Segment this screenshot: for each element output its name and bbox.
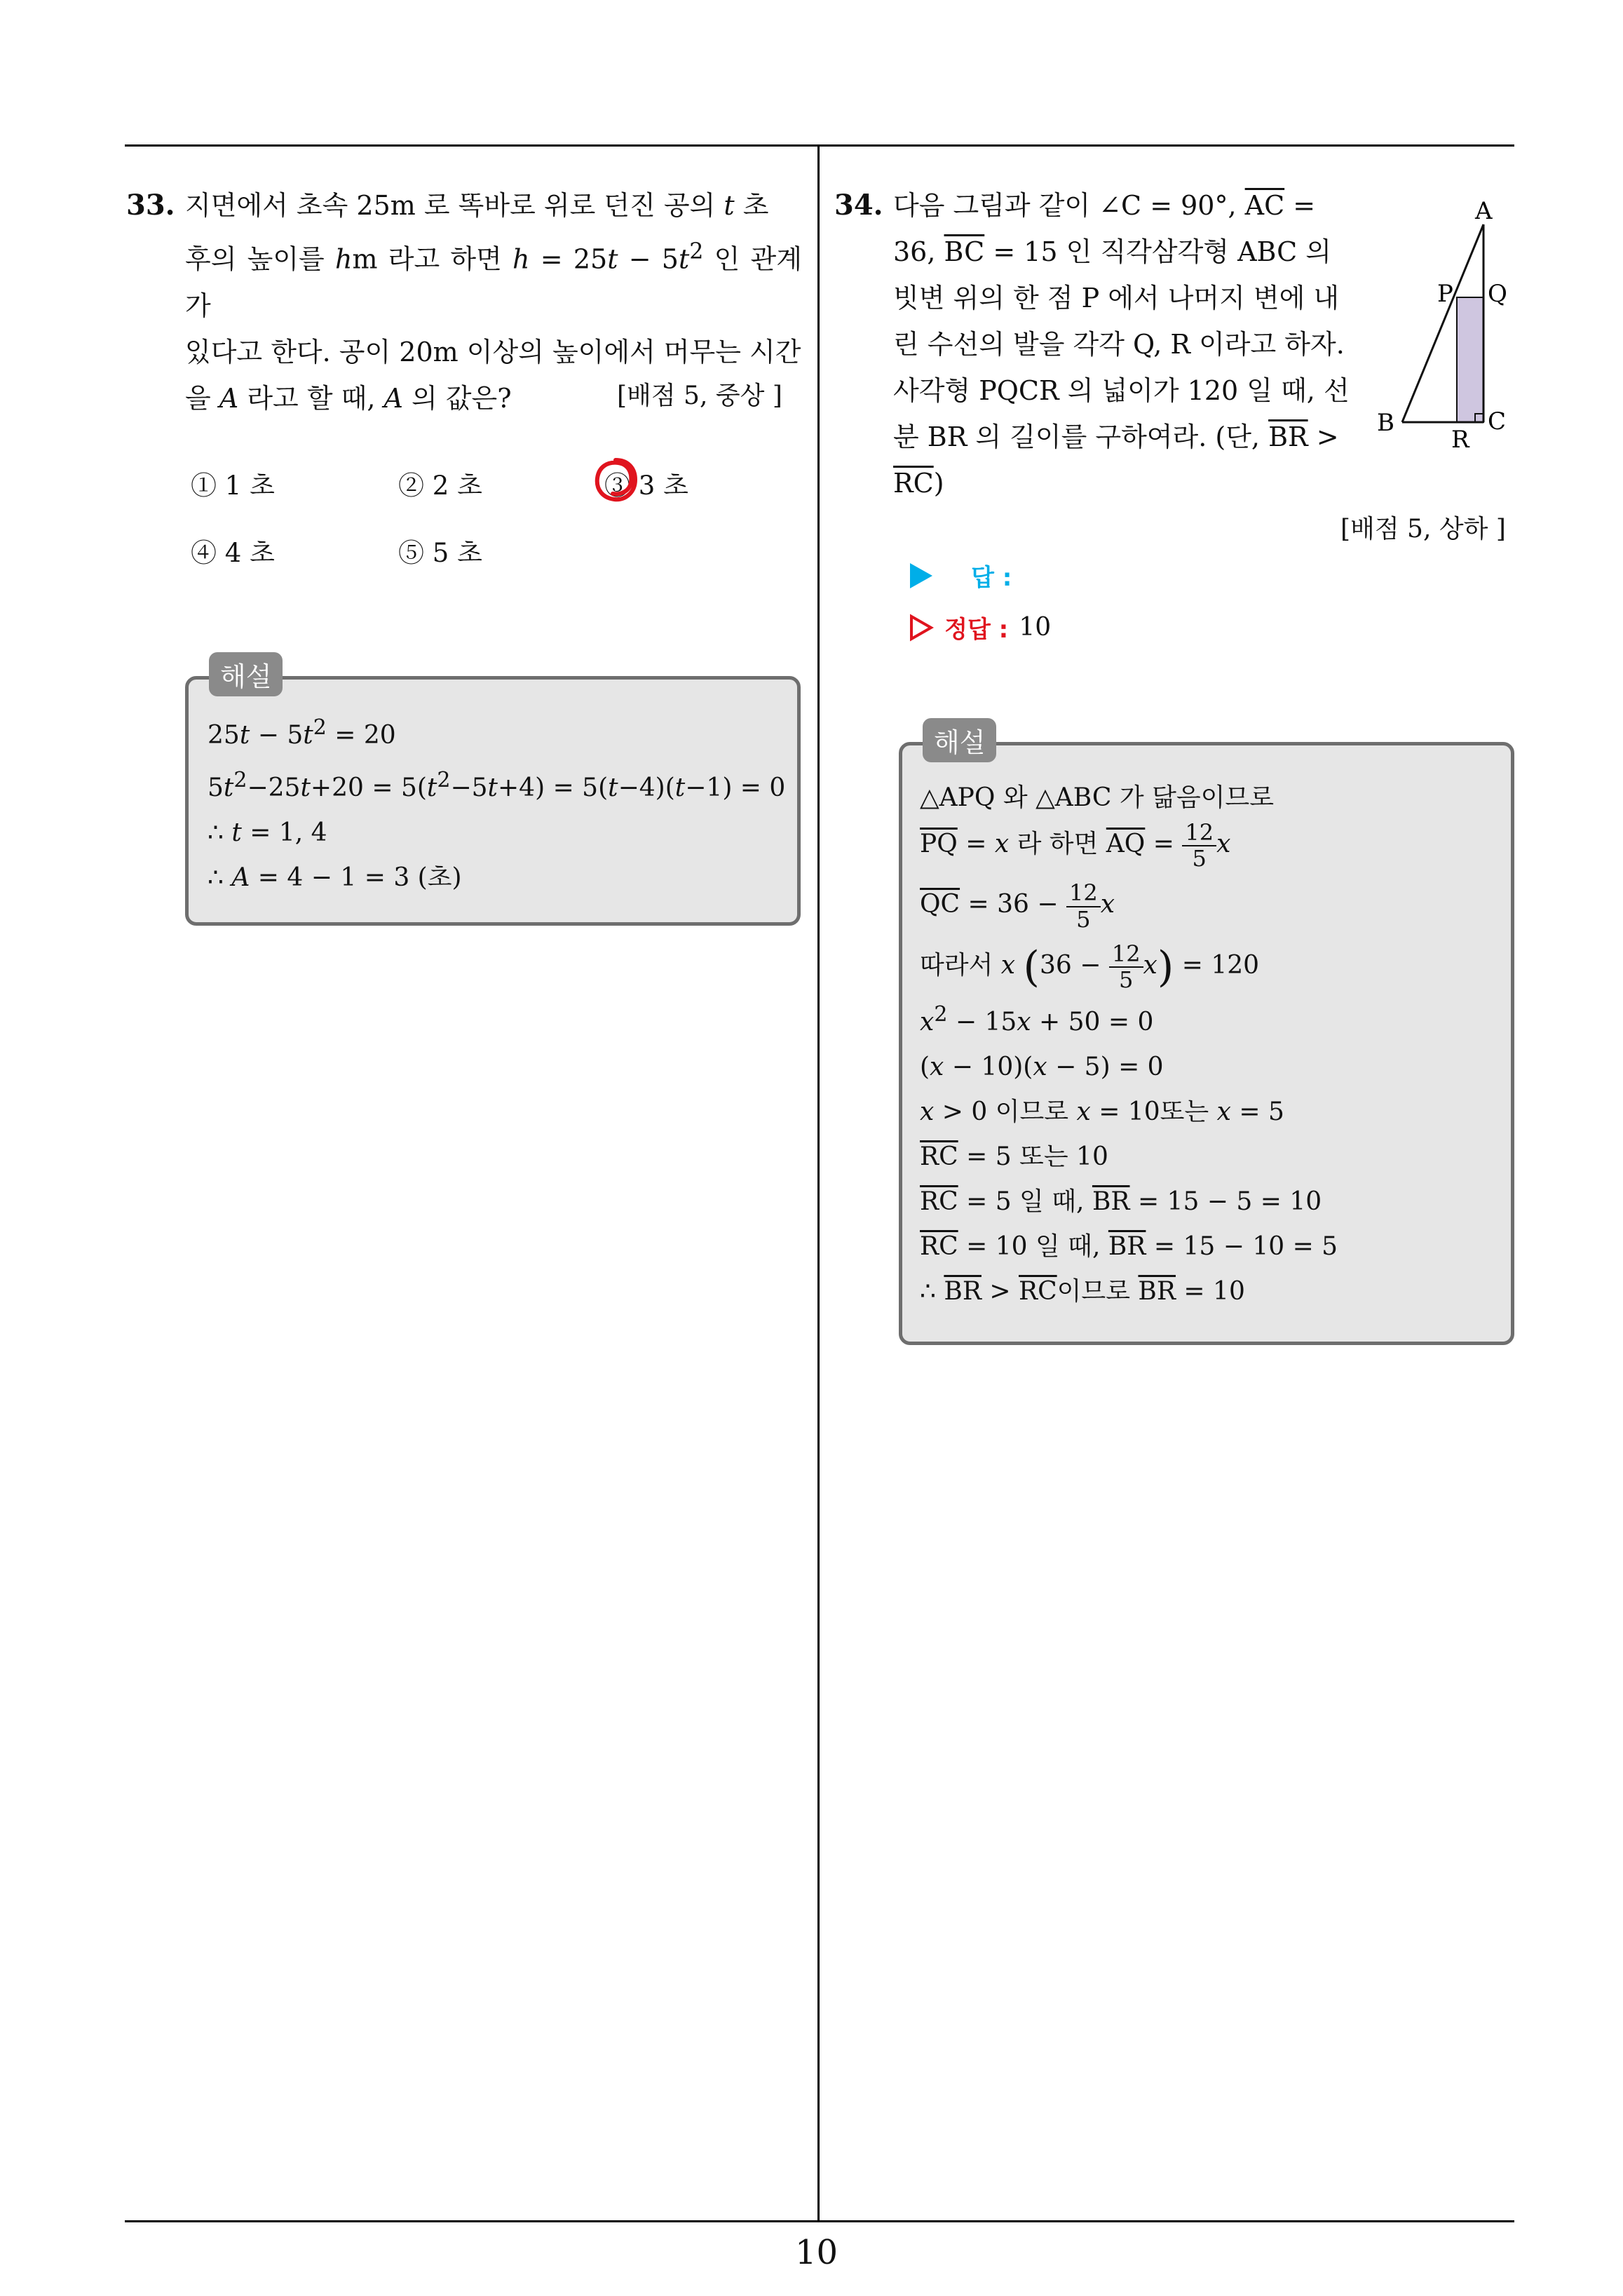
triangle-figure (1374, 196, 1514, 456)
answer-row (909, 558, 1012, 593)
correct-arrow-icon (909, 614, 934, 642)
correct-answer-row (909, 610, 1051, 645)
rectangle-pqcr (1457, 297, 1483, 422)
column-divider (817, 144, 820, 2222)
solution-text (208, 705, 785, 900)
label-r: R (1451, 426, 1469, 454)
choice-3[interactable]: ③ 3 초 (604, 471, 688, 501)
correct-value: 10 (1019, 613, 1052, 642)
solution-line: x > 0 이므로 x = 10또는 x = 5 (920, 1098, 1284, 1127)
solution-text (920, 776, 1338, 1314)
solution-line: $x^2 - 15x + 50 = 0$ (920, 1002, 1154, 1037)
choice-4[interactable]: ④ 4 초 (191, 538, 275, 568)
question-line: 분 BR 의 길이를 구하여라. (단, $\overline{BR}$ > (893, 421, 1339, 452)
label-b: B (1377, 409, 1394, 437)
question-text (893, 182, 1356, 506)
solution-line: ∴ A = 4 − 1 = 3 (초) (208, 863, 462, 892)
label-c: C (1488, 407, 1507, 435)
solution-line: $\overline{RC} = 5$ 또는 10 (920, 1142, 1108, 1172)
top-rule (125, 144, 1514, 147)
question-line: 다음 그림과 같이 ∠C = 90°, $\overline{AC}$ = (893, 190, 1316, 221)
answer-label: 답 : (971, 564, 1012, 592)
bottom-rule (125, 2220, 1514, 2222)
question-number: 33. (126, 189, 175, 222)
question-line: 사각형 PQCR 의 넓이가 120 일 때, 선 (893, 375, 1350, 406)
question-meta: [배점 5, 상하 ] (1340, 515, 1506, 543)
label-q: Q (1488, 280, 1507, 308)
solution-line: 따라서 x (36 − $\frac{12}{5}$ x) = 120 (920, 940, 1260, 993)
solution-line: $\overline{RC} = 10$ 일 때, $\overline{BR} = 15 - 10 = 5$ (920, 1232, 1338, 1262)
solution-line: ∴ $\overline{BR} > \overline{RC}$이므로 $\overline{BR} = 10$ (920, 1277, 1245, 1306)
solution-line: $25t - 5t^2 = 20$ (208, 715, 396, 750)
solution-line: ∴ t = 1, 4 (208, 818, 327, 847)
choice-5[interactable]: ⑤ 5 초 (398, 538, 482, 568)
solution-line: $\overline{PQ} = x$ 라 하면 $\overline{AQ}$ = $\frac{12}{5}$ x (920, 819, 1231, 872)
question-line: 빗변 위의 한 점 P 에서 나머지 변에 내 (893, 283, 1340, 313)
answer-arrow-icon (909, 562, 934, 590)
selected-answer-circle-icon (590, 454, 641, 505)
label-p: P (1437, 280, 1453, 308)
question-line: 후의 높이를 hm 라고 하면 $h = 25t - 5t^2$ 인 관계가 (185, 239, 802, 321)
question-line: 을 A 라고 할 때, A 의 값은? (185, 382, 512, 414)
page-number: 10 (795, 2233, 838, 2272)
correct-label: 정답 : (944, 616, 1009, 644)
solution-line: $5t^2-25t+20 = 5(t^2-5t+4) = 5(t-4)(t-1) = 0$ (208, 768, 786, 802)
question-line: 36, $\overline{BC} = 15$ 인 직각삼각형 ABC 의 (893, 236, 1332, 267)
label-a: A (1475, 197, 1493, 225)
question-line: 있다고 한다. 공이 20m 이상의 높이에서 머무는 시간 (185, 336, 801, 367)
question-meta: [배점 5, 중상 ] (617, 381, 782, 410)
solution-line: △APQ 와 △ABC 가 닮음이므로 (920, 783, 1274, 812)
choice-2[interactable]: ② 2 초 (398, 471, 482, 501)
solution-label: 해설 (209, 652, 283, 696)
solution-line: $\overline{RC} = 5$ 일 때, $\overline{BR} = 15 - 5 = 10$ (920, 1187, 1322, 1217)
choice-1[interactable]: ① 1 초 (191, 471, 275, 501)
solution-line: $\overline{QC} = 36$ − $\frac{12}{5}$ x (920, 879, 1115, 933)
solution-label: 해설 (923, 718, 996, 762)
question-line: 린 수선의 발을 각각 Q, R 이라고 하자. (893, 329, 1345, 360)
question-line: $\overline{RC}$) (893, 468, 944, 499)
question-line: 지면에서 초속 25m 로 똑바로 위로 던진 공의 t 초 (185, 190, 769, 221)
solution-line: (x − 10)(x − 5) = 0 (920, 1053, 1164, 1082)
question-number: 34. (834, 189, 883, 222)
